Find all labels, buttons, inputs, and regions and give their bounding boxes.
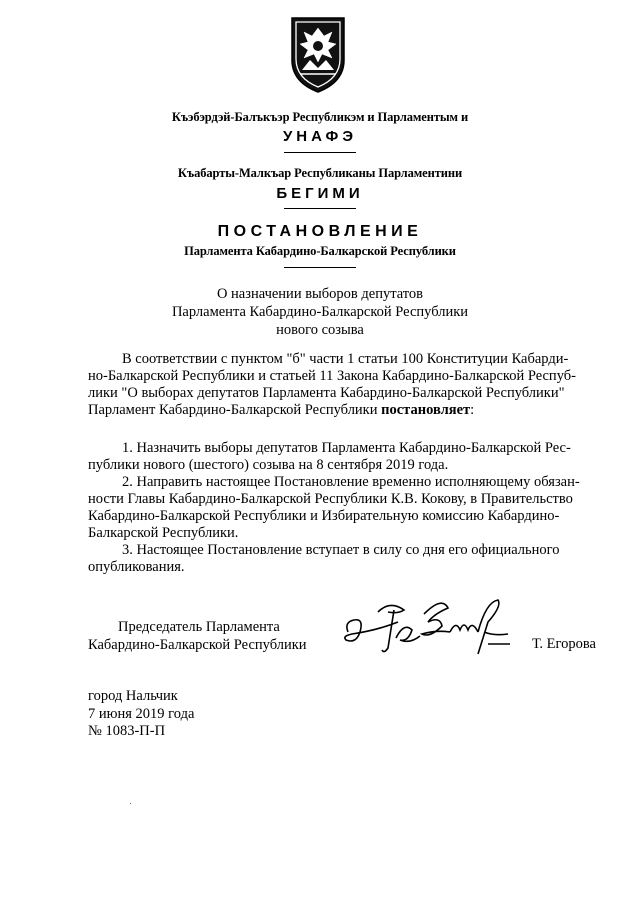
text-line: ности Главы Кабардино-Балкарской Республики К.В. Кокову, в Правительство: [88, 491, 573, 507]
city: город Нальчик: [88, 688, 178, 704]
document-subject: [0, 285, 640, 339]
divider: [284, 152, 356, 153]
signatory-name: Т. Егорова: [532, 636, 596, 652]
header-kabardian-word: УНАФЭ: [282, 128, 358, 145]
decree-colon: :: [470, 402, 475, 418]
header-balkar-line: Къабарты-Малкъар Республиканы Парламентини: [177, 166, 463, 180]
text-line-part: Парламент Кабардино-Балкарской Республики: [88, 402, 378, 418]
signatory-title: [88, 618, 307, 654]
subject-line: Парламента Кабардино-Балкарской Республики: [171, 304, 469, 320]
text-line: 3. Настоящее Постановление вступает в силу со дня его официального: [122, 542, 560, 558]
preamble-paragraph: [88, 351, 603, 419]
coat-of-arms-emblem: [288, 16, 348, 94]
document-number: № 1083-П-П: [88, 723, 166, 739]
header-balkar-word: БЕГИМИ: [276, 185, 364, 202]
signatory-title-line: Председатель Парламента: [118, 619, 280, 635]
text-line: 1. Назначить выборы депутатов Парламента Кабардино-Балкарской Рес-: [122, 440, 571, 456]
text-line: но-Балкарской Республики и статьей 11 Закона Кабардино-Балкарской Респуб-: [88, 368, 576, 384]
date: 7 июня 2019 года: [88, 705, 195, 722]
text-line: [88, 402, 603, 419]
scan-speck: [130, 803, 131, 804]
text-line: опубликования.: [88, 559, 185, 575]
text-line: В соответствии с пунктом "б" части 1 статьи 100 Конституции Кабарди-: [122, 351, 569, 367]
subject-line: О назначении выборов депутатов: [216, 286, 424, 302]
text-line: Балкарской Республики.: [88, 525, 239, 541]
header-russian-line: Парламента Кабардино-Балкарской Республики: [184, 244, 456, 258]
divider: [284, 267, 356, 268]
header-kabardian-line: Къэбэрдэй-Балъкъэр Республикэм и Парламентым и: [171, 110, 469, 124]
decree-word: постановляет: [381, 402, 471, 418]
document-footer: [88, 688, 194, 741]
text-line: Кабардино-Балкарской Республики и Избирательную комиссию Кабардино-: [88, 508, 560, 524]
decree-items: [88, 440, 603, 576]
text-line: публики нового (шестого) созыва на 8 сентября 2019 года.: [88, 457, 449, 473]
header-russian-word: ПОСТАНОВЛЕНИЕ: [217, 223, 423, 240]
handwritten-signature: [338, 592, 518, 670]
text-line: лики "О выборах депутатов Парламента Кабардино-Балкарской Республики": [88, 385, 565, 401]
text-line: 2. Направить настоящее Постановление временно исполняющему обязан-: [122, 474, 580, 490]
subject-line: нового созыва: [276, 322, 364, 338]
signatory-title-line: Кабардино-Балкарской Республики: [88, 637, 307, 653]
divider: [284, 208, 356, 209]
